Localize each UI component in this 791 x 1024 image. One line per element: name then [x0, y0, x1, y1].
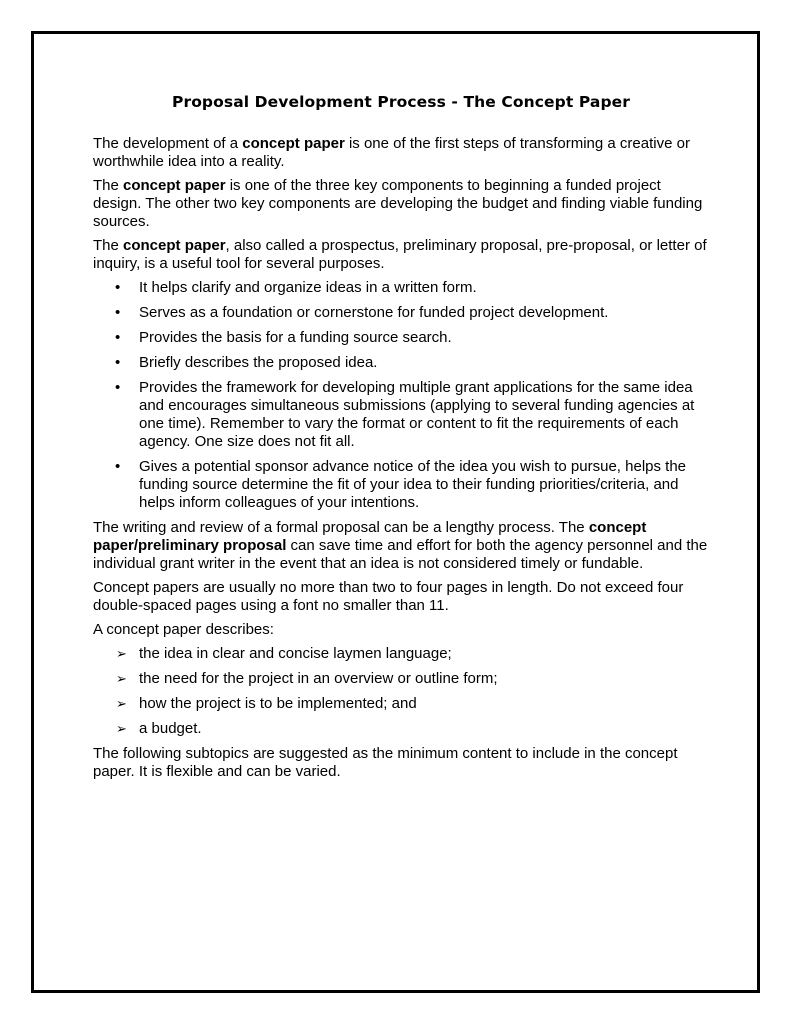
bullet-icon: •: [115, 279, 121, 296]
bullet-icon: •: [115, 304, 121, 321]
list-item-text: a budget.: [139, 720, 202, 737]
page-title: Proposal Development Process - The Concept Paper: [171, 93, 630, 111]
list-item-text: Serves as a foundation or cornerstone for funded project development.: [139, 304, 609, 321]
text-run: The: [93, 177, 124, 194]
bullet-icon: •: [115, 329, 121, 346]
bullet-icon: •: [115, 379, 121, 396]
purposes-list: [93, 279, 709, 512]
intro-paragraph: [93, 135, 709, 171]
bold-term: concept paper: [123, 237, 226, 254]
components-paragraph: [93, 177, 709, 231]
list-item: [93, 354, 709, 372]
list-item-text: Gives a potential sponsor advance notice of the idea you wish to pursue, helps the funding source determine the fit of your idea to their funding priorities/criteria, and helps inform colleagues of your intentions.: [139, 458, 687, 511]
list-item: [93, 279, 709, 297]
bold-term: concept paper: [123, 177, 226, 194]
review-paragraph: [93, 519, 709, 573]
text-run: , also called a prospectus, preliminary proposal, pre-proposal, or letter of inquiry, is a useful tool for several purposes.: [93, 237, 707, 272]
list-item: [93, 695, 709, 713]
text-run: is one of the three key components to beginning a funded project design. The other two key components are developing the budget and finding viable funding sources.: [93, 177, 703, 230]
text-run: The: [93, 237, 124, 254]
arrow-bullet-icon: ➢: [116, 671, 127, 686]
describes-list: [93, 645, 709, 738]
bullet-icon: •: [115, 354, 121, 371]
bold-term: concept paper/preliminary proposal: [93, 519, 647, 554]
arrow-bullet-icon: ➢: [116, 721, 127, 736]
list-item: [93, 720, 709, 738]
text-run: is one of the first steps of transforming a creative or worthwhile idea into a reality.: [93, 135, 690, 170]
purposes-intro-paragraph: [93, 237, 709, 273]
arrow-bullet-icon: ➢: [116, 696, 127, 711]
list-item: [93, 304, 709, 322]
document-body: [93, 92, 709, 787]
length-paragraph: Concept papers are usually no more than two to four pages in length. Do not exceed four double-spaced pages using a font no smaller than 11.: [93, 579, 684, 614]
list-item-text: the need for the project in an overview or outline form;: [139, 670, 498, 687]
list-item-text: the idea in clear and concise laymen language;: [139, 645, 452, 662]
arrow-bullet-icon: ➢: [116, 646, 127, 661]
list-item: [93, 670, 709, 688]
list-item-text: It helps clarify and organize ideas in a written form.: [139, 279, 477, 296]
subtopics-paragraph: The following subtopics are suggested as the minimum content to include in the concept paper. It is flexible and can be varied.: [93, 745, 678, 780]
list-item: [93, 329, 709, 347]
describes-intro-paragraph: A concept paper describes:: [93, 621, 274, 638]
text-run: can save time and effort for both the agency personnel and the individual grant writer in the event that an idea is not considered timely or fundable.: [93, 537, 708, 572]
list-item-text: Provides the basis for a funding source search.: [139, 329, 452, 346]
text-run: The development of a: [93, 135, 243, 152]
text-run: The writing and review of a formal proposal can be a lengthy process. The: [93, 519, 589, 536]
bullet-icon: •: [115, 458, 121, 475]
list-item: [93, 645, 709, 663]
list-item-text: Briefly describes the proposed idea.: [139, 354, 378, 371]
list-item: [93, 379, 709, 451]
list-item-text: Provides the framework for developing multiple grant applications for the same idea and encourages simultaneous submissions (applying to several funding agencies at one time). Remember to vary the format or content to fit the requirements of each agency. One size does not fit all.: [139, 379, 695, 450]
bold-term: concept paper: [242, 135, 345, 152]
list-item: [93, 458, 709, 512]
list-item-text: how the project is to be implemented; and: [139, 695, 417, 712]
